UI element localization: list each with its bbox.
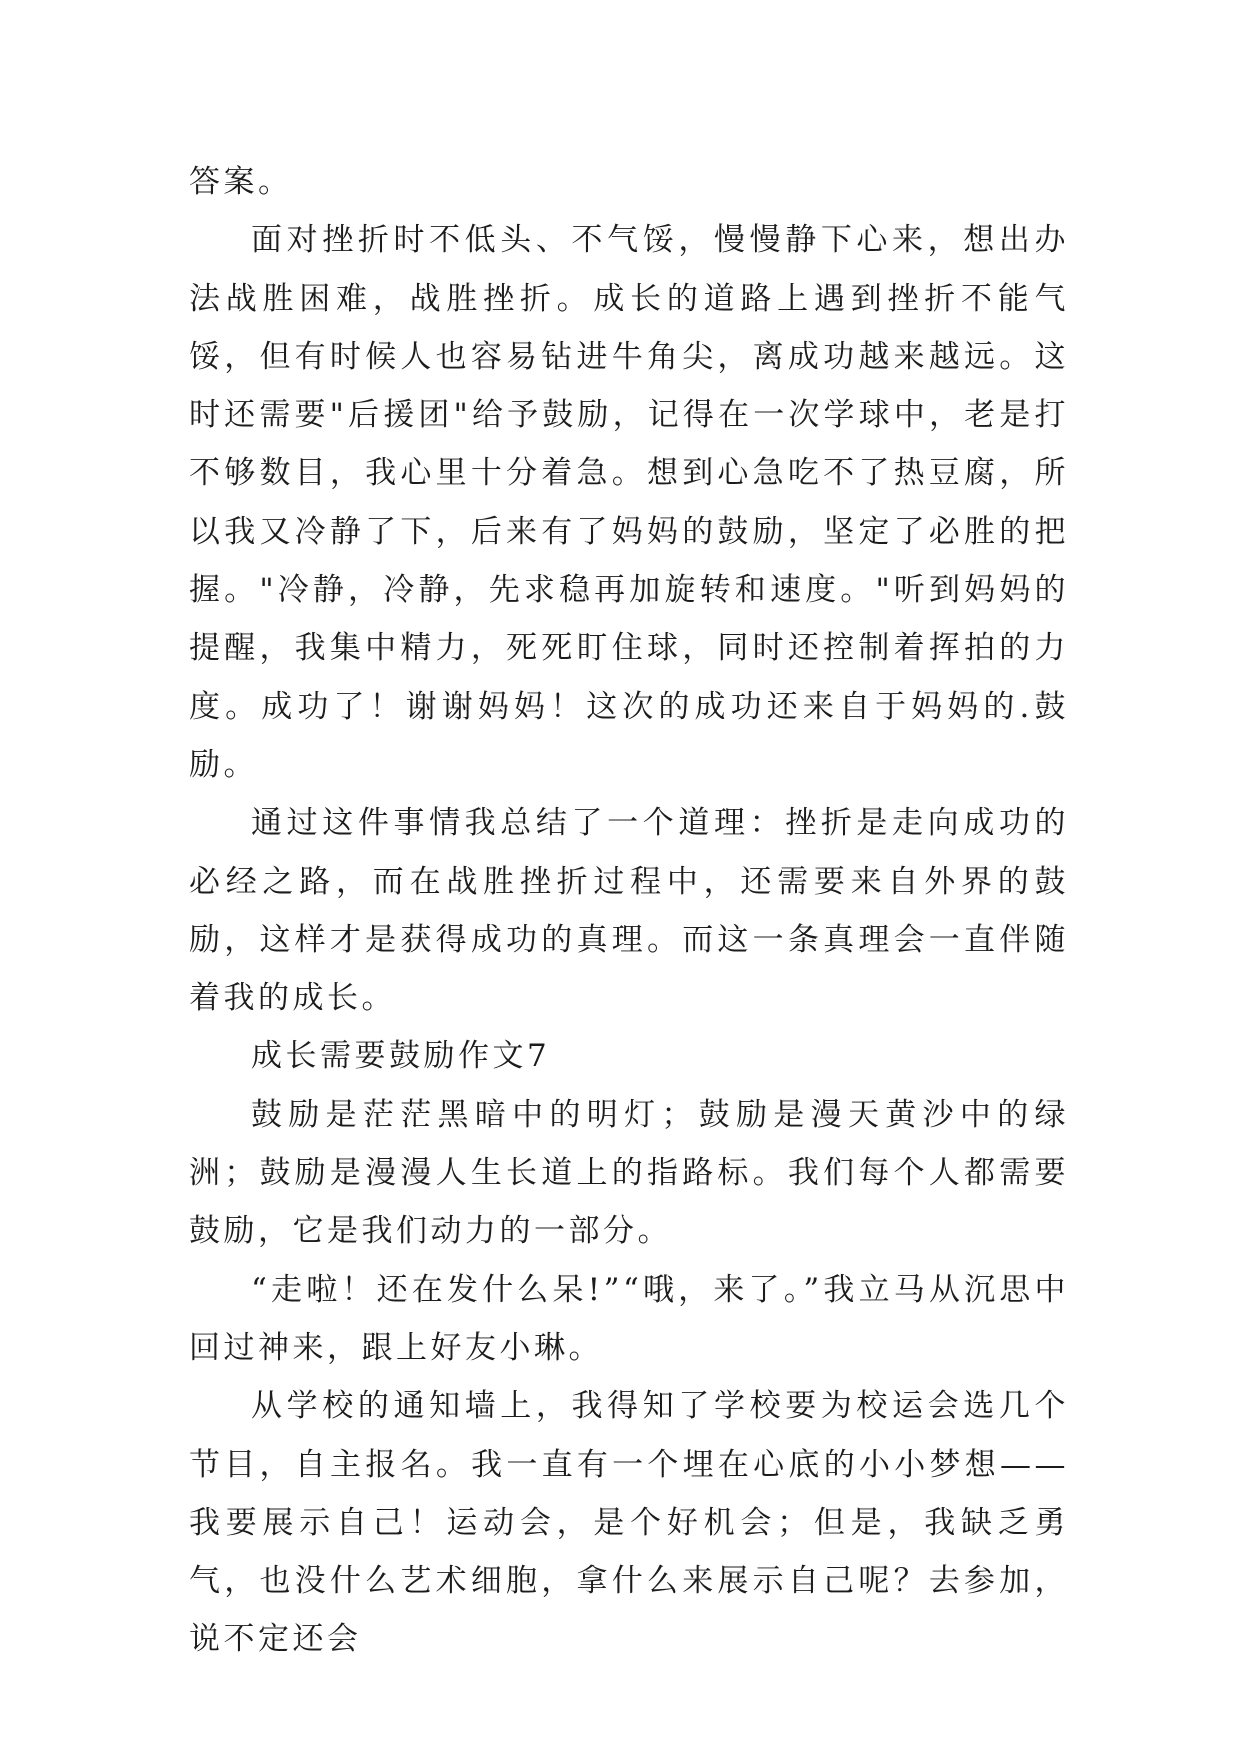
paragraph-notice: 从学校的通知墙上，我得知了学校要为校运会选几个节目，自主报名。我一直有一个埋在心底的小小梦想——我要展示自己！运动会，是个好机会；但是，我缺乏勇气，也没什么艺术细胞，拿什么来展示自己呢？去参加，说不定还会	[189, 1388, 1069, 1658]
paragraph-conclusion: 通过这件事情我总结了一个道理：挫折是走向成功的必经之路，而在战胜挫折过程中，还需要来自外界的鼓励，这样才是获得成功的真理。而这一条真理会一直伴随着我的成长。	[189, 805, 1069, 1017]
paragraph-setback: 面对挫折时不低头、不气馁，慢慢静下心来，想出办法战胜困难，战胜挫折。成长的道路上遇到挫折不能气馁，但有时候人也容易钻进牛角尖，离成功越来越远。这时还需要"后援团"给予鼓励，记得在一次学球中，老是打不够数目，我心里十分着急。想到心急吃不了热豆腐，所以我又冷静了下，后来有了妈妈的鼓励，坚定了必胜的把握。"冷静，冷静，先求稳再加旋转和速度。"听到妈妈的提醒，我集中精力，死死盯住球，同时还控制着挥拍的力度。成功了！谢谢妈妈！这次的成功还来自于妈妈的.鼓励。	[189, 222, 1069, 783]
essay-title: 成长需要鼓励作文7	[251, 1038, 551, 1075]
paragraph-intro: 鼓励是茫茫黑暗中的明灯；鼓励是漫天黄沙中的绿洲；鼓励是漫漫人生长道上的指路标。我们每个人都需要鼓励，它是我们动力的一部分。	[189, 1096, 1069, 1250]
essay-body	[189, 153, 1069, 1669]
paragraph-continuation: 答案。	[189, 164, 293, 200]
paragraph-dialogue: “走啦！还在发什么呆!”“哦，来了。”我立马从沉思中回过神来，跟上好友小琳。	[189, 1271, 1069, 1366]
